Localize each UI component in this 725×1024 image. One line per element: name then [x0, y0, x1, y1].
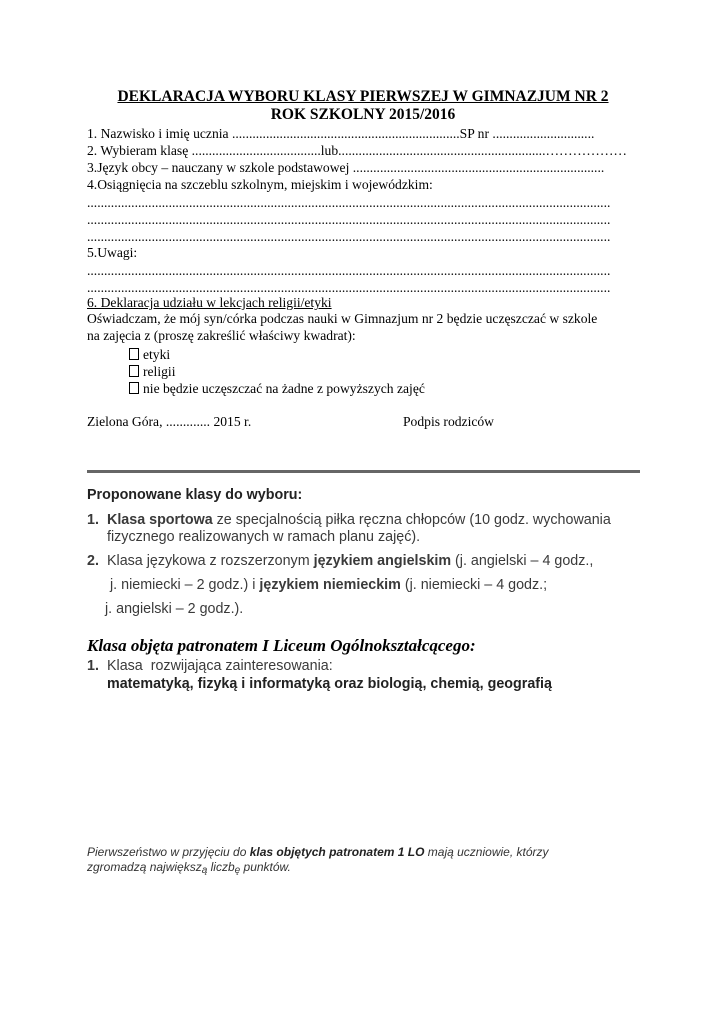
footnote-line-2 — [87, 860, 291, 876]
field-achievements-label: 4.Osiągnięcia na szczeblu szkolnym, miejskim i wojewódzkim: — [87, 177, 433, 192]
footnote-line2-a: zgromadzą największ — [87, 860, 202, 874]
proposals-heading: Proponowane klasy do wyboru: — [87, 487, 303, 503]
remarks-dot-line-1: .......................................................................................................................................................... — [87, 263, 611, 278]
patronage-heading-text: Klasa objęta patronatem I Liceum Ogólnokształcącego — [87, 636, 470, 655]
patronage-heading-colon: : — [469, 636, 476, 655]
proposal-2-text-b: (j. angielski – 4 godz., — [451, 553, 594, 569]
proposal-2-line-2-a: j. niemiecki – 2 godz.) i — [110, 577, 260, 593]
footnote-line2-b: liczb — [207, 860, 235, 874]
field-class-choice-or: lub — [320, 143, 339, 158]
proposal-1-title: Klasa sportowa — [107, 512, 213, 528]
patronage-item-number: 1. — [87, 658, 99, 674]
proposal-1-number: 1. — [87, 512, 99, 528]
proposal-1 — [107, 512, 611, 529]
footnote-bold: klas objętych patronatem 1 LO — [249, 845, 425, 859]
option-ethics[interactable] — [129, 347, 170, 363]
proposal-2-line-2-b: (j. niemiecki – 4 godz.; — [400, 577, 548, 593]
field-sp-label: SP nr — [459, 126, 490, 141]
option-religion-label: religii — [143, 364, 176, 379]
patronage-item-text: Klasa rozwijająca zainteresowania: — [107, 658, 333, 674]
footnote-a: Pierwszeństwo w przyjęciu do — [87, 845, 250, 859]
proposal-2-german: językiem niemieckim — [259, 577, 401, 593]
field-sp-dots: .............................. — [492, 126, 595, 141]
field-remarks-label: 5.Uwagi: — [87, 245, 138, 260]
field-class-choice-label: 2. Wybieram klasę — [87, 143, 189, 158]
place-date: Zielona Góra, ............. 2015 r. — [87, 414, 252, 429]
field-foreign-language-dots: .......................................................................... — [352, 160, 605, 175]
checkbox-icon[interactable] — [129, 348, 139, 360]
field-student-name-label: 1. Nazwisko i imię ucznia — [87, 126, 229, 141]
patronage-heading — [87, 636, 476, 656]
option-ethics-label: etyki — [143, 347, 171, 362]
page-subtitle: ROK SZKOLNY 2015/2016 — [270, 106, 456, 123]
proposal-2-english: językiem angielskim — [313, 553, 452, 569]
footnote-line2-e: ę — [234, 865, 241, 876]
page-title: DEKLARACJA WYBORU KLASY PIERWSZEJ W GIMNAZJUM NR 2 — [117, 88, 609, 105]
option-none-label: nie będzie uczęszczać na żadne z powyższych zajęć — [143, 381, 425, 396]
field-foreign-language — [87, 160, 604, 176]
section-divider — [87, 470, 640, 473]
checkbox-icon[interactable] — [129, 382, 139, 394]
field-foreign-language-label: 3.Język obcy – nauczany w szkole podstawowej — [87, 160, 350, 175]
field-student-name — [87, 126, 594, 142]
proposal-2 — [107, 553, 593, 570]
checkbox-icon[interactable] — [129, 365, 139, 377]
footnote-line-1 — [87, 845, 549, 859]
achievements-dot-line-3: .......................................................................................................................................................... — [87, 229, 611, 244]
proposal-2-text-a: Klasa językowa z rozszerzonym — [107, 553, 314, 569]
proposal-1-line-2: fizycznego realizowanych w ramach planu zajęć). — [107, 529, 421, 545]
remarks-dot-line-2: .......................................................................................................................................................... — [87, 280, 611, 295]
field-religion-ethics-label: 6. Deklaracja udziału w lekcjach religii/etyki — [87, 295, 332, 310]
statement-line-2: na zajęcia z (proszę zakreślić właściwy kwadrat): — [87, 328, 356, 343]
footnote-line2-q: ą — [201, 865, 208, 876]
parent-signature-label: Podpis rodziców — [403, 414, 494, 429]
field-class-choice-dots: ...................................... — [191, 143, 321, 158]
field-class-choice-dots-2: .............................................................……………… — [338, 143, 628, 158]
footnote-b: mają uczniowie, którzy — [424, 845, 549, 859]
option-none[interactable] — [129, 381, 425, 397]
proposal-2-line-3: j. angielski – 2 godz.). — [105, 601, 244, 617]
achievements-dot-line-1: .......................................................................................................................................................... — [87, 195, 611, 210]
option-religion[interactable] — [129, 364, 175, 380]
proposal-1-text: ze specjalnością piłka ręczna chłopców (10 godz. wychowania — [212, 512, 611, 528]
proposal-2-line-2 — [110, 577, 547, 594]
achievements-dot-line-2: .......................................................................................................................................................... — [87, 212, 611, 227]
field-class-choice — [87, 143, 627, 159]
patronage-subjects — [107, 676, 552, 693]
footnote-line2-c: punktów. — [240, 860, 291, 874]
proposal-2-number: 2. — [87, 553, 99, 569]
field-student-name-dots: ................................................................... — [231, 126, 460, 141]
patronage-subjects-b: biologią, chemią, geografią — [367, 676, 552, 692]
statement-line-1: Oświadczam, że mój syn/córka podczas nauki w Gimnazjum nr 2 będzie uczęszczać w szkole — [87, 311, 598, 326]
patronage-subjects-a: matematyką, fizyką i informatyką oraz — [107, 676, 368, 692]
